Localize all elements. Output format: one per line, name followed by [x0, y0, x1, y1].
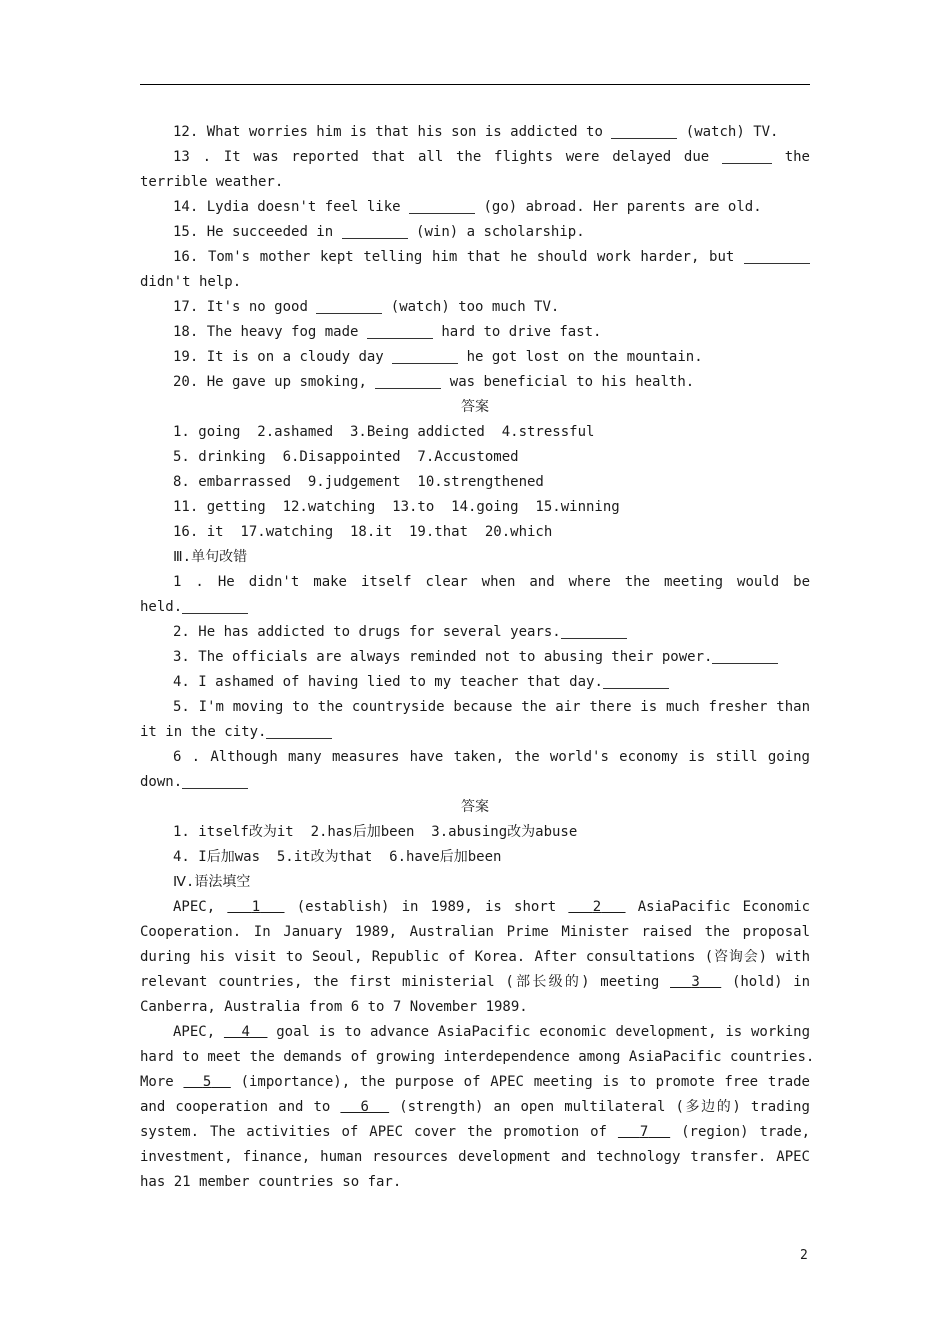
exercise-item-20: 20. He gave up smoking, was beneficial to his health. — [173, 374, 695, 390]
answer-blank[interactable] — [744, 247, 810, 264]
answer-line: 16. it 17.watching 18.it 19.that 20.which — [173, 524, 553, 540]
passage-line: More 5 (importance), the purpose of APEC meeting is to promote free trade — [140, 1074, 810, 1090]
passage-line: investment, finance, human resources development and technology transfer. APEC — [140, 1149, 810, 1165]
passage-line: during his visit to Seoul, Republic of Korea. After consultations (咨询会) with — [140, 949, 810, 965]
correction-item-1: 1 . He didn't make itself clear when and where the meeting would be — [173, 574, 811, 590]
numbered-blank-4[interactable]: 4 — [241, 1024, 250, 1040]
passage-line: Canberra, Australia from 6 to 7 November 1989. — [140, 999, 528, 1015]
answer-line: 4. I后加was 5.it改为that 6.have后加been — [173, 849, 502, 865]
answer-blank[interactable] — [561, 622, 627, 639]
page-content — [140, 120, 815, 1195]
numbered-blank-1[interactable]: 1 — [251, 899, 261, 915]
exercise-item-19: 19. It is on a cloudy day he got lost on the mountain. — [173, 349, 703, 365]
correction-item-3: 3. The officials are always reminded not to abusing their power. — [140, 645, 810, 670]
answer-line: 11. getting 12.watching 13.to 14.going 15.winning — [173, 499, 620, 515]
numbered-blank-3[interactable]: 3 — [691, 974, 700, 990]
answer-blank[interactable] — [367, 322, 433, 339]
passage-line: and cooperation and to 6 (strength) an open multilateral (多边的) trading — [140, 1099, 810, 1115]
answer-blank[interactable] — [375, 372, 441, 389]
correction-item-6: 6 . Although many measures have taken, the world's economy is still going — [173, 749, 810, 765]
exercise-item-13: 13 . It was reported that all the flights were delayed due the — [173, 149, 810, 165]
answer-blank[interactable] — [182, 597, 248, 614]
answer-line: 1. going 2.ashamed 3.Being addicted 4.stressful — [173, 424, 595, 440]
answer-blank[interactable] — [182, 772, 248, 789]
exercise-item-13-cont: terrible weather. — [140, 174, 284, 190]
exercise-item-18: 18. The heavy fog made hard to drive fast. — [173, 324, 602, 340]
answer-line: 5. drinking 6.Disappointed 7.Accustomed — [173, 449, 519, 465]
correction-item-6-cont: down. — [140, 770, 810, 795]
passage-line: APEC, 1 (establish) in 1989, is short 2 AsiaPacific Economic — [173, 899, 811, 915]
passage-line: hard to meet the demands of growing interdependence among AsiaPacific countries. — [140, 1049, 815, 1065]
passage-line: relevant countries, the first ministerial (部长级的) meeting 3 (hold) in — [140, 974, 811, 990]
answer-blank[interactable] — [712, 647, 778, 664]
section-heading: Ⅲ.单句改错 — [173, 549, 248, 565]
answers-heading: 答案 — [461, 399, 489, 415]
exercise-item-16-cont: didn't help. — [140, 274, 242, 290]
answer-blank[interactable] — [392, 347, 458, 364]
answer-blank[interactable] — [611, 122, 677, 139]
exercise-item-14: 14. Lydia doesn't feel like (go) abroad. Her parents are old. — [173, 199, 762, 215]
passage-line: APEC, 4 goal is to advance AsiaPacific economic development, is working — [173, 1024, 810, 1040]
correction-item-5-cont: it in the city. — [140, 720, 810, 745]
passage-line: has 21 member countries so far. — [140, 1174, 402, 1190]
answer-line: 8. embarrassed 9.judgement 10.strengthened — [173, 474, 544, 490]
correction-item-5: 5. I'm moving to the countryside because the air there is much fresher than — [173, 699, 810, 715]
correction-item-2: 2. He has addicted to drugs for several years. — [140, 620, 810, 645]
header-rule — [140, 84, 810, 85]
correction-item-1-cont: held. — [140, 595, 810, 620]
passage-line: system. The activities of APEC cover the promotion of 7 (region) trade, — [140, 1124, 811, 1140]
answer-blank[interactable] — [316, 297, 382, 314]
numbered-blank-5[interactable]: 5 — [202, 1074, 212, 1090]
answer-line: 1. itself改为it 2.has后加been 3.abusing改为abuse — [173, 824, 578, 840]
answer-blank[interactable] — [603, 672, 669, 689]
answer-blank[interactable] — [266, 722, 332, 739]
answer-blank[interactable] — [409, 197, 475, 214]
correction-item-4: 4. I ashamed of having lied to my teacher that day. — [140, 670, 810, 695]
answer-blank[interactable] — [342, 222, 408, 239]
section-heading: Ⅳ.语法填空 — [173, 874, 251, 890]
answer-blank[interactable] — [722, 147, 772, 164]
numbered-blank-6[interactable]: 6 — [360, 1099, 369, 1115]
answers-heading: 答案 — [461, 799, 489, 815]
exercise-item-17: 17. It's no good (watch) too much TV. — [173, 299, 560, 315]
exercise-item-15: 15. He succeeded in (win) a scholarship. — [173, 224, 585, 240]
page-number: 2 — [800, 1248, 808, 1263]
numbered-blank-7[interactable]: 7 — [639, 1124, 649, 1140]
numbered-blank-2[interactable]: 2 — [592, 899, 602, 915]
exercise-item-16: 16. Tom's mother kept telling him that he should work harder, but — [140, 245, 810, 270]
passage-line: Cooperation. In January 1989, Australian Prime Minister raised the proposal — [140, 924, 810, 940]
exercise-item-12: 12. What worries him is that his son is addicted to (watch) TV. — [173, 124, 779, 140]
